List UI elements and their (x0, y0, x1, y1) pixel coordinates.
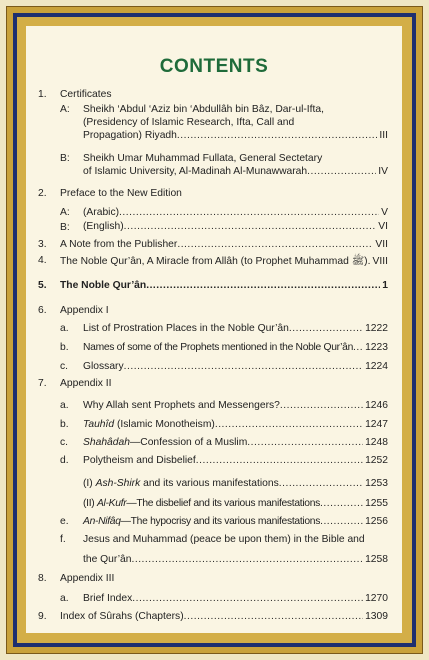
sub-letter: e. (60, 516, 69, 527)
entry-text (83, 516, 320, 527)
page-number: VI (378, 221, 388, 232)
sub-letter: c. (60, 361, 69, 372)
entry-text: of Islamic University, Al-Madinah Al-Munawwarah (83, 166, 308, 177)
entry-text-rest: —The disbelief and its various manifestations (126, 498, 321, 509)
entry-label: Appendix II (60, 378, 112, 389)
page-number: 1224 (365, 361, 388, 372)
page-number: 1248 (365, 437, 388, 448)
dot-leader (289, 323, 363, 334)
sub-letter: A: (60, 207, 70, 218)
page-number: 1255 (365, 498, 388, 509)
entry-label: Certificates (60, 89, 112, 100)
dot-leader (124, 221, 377, 232)
entry-text (83, 419, 215, 430)
entry-text: Sheikh ‘Abdul ‘Aziz bin ‘Abdullâh bin Bâz, Dar-ul-Ifta, (83, 104, 324, 115)
entry-text: the Qur’ân (83, 554, 132, 565)
toc-entry[interactable] (83, 166, 388, 177)
dot-leader (177, 239, 373, 250)
entry-text-rest: —Confession of a Muslim (129, 437, 248, 448)
page-number: IV (378, 166, 388, 177)
entry-text: Brief Index (83, 593, 133, 604)
italic-term: An-Nifâq (83, 516, 121, 527)
sub-letter: a. (60, 400, 69, 411)
sub-letter: b. (60, 342, 69, 353)
entry-text: (Presidency of Islamic Research, Ifta, Call and (83, 117, 295, 128)
sub-letter: c. (60, 437, 69, 448)
sub-letter: B: (60, 222, 70, 233)
entry-text: (Arabic) (83, 207, 120, 218)
entry-text: (English) (83, 221, 124, 232)
entry-text: Polytheism and Disbelief (83, 455, 196, 466)
page-number: 1 (382, 280, 388, 291)
entry-number: 1. (38, 89, 47, 100)
sub-letter: f. (60, 534, 66, 545)
entry-number: 9. (38, 611, 47, 622)
entry-text: Why Allah sent Prophets and Messengers? (83, 400, 280, 411)
page-number: 1258 (365, 554, 388, 565)
toc-entry[interactable] (83, 400, 388, 411)
entry-text: Names of some of the Prophets mentioned in the Noble Qur’ân (83, 342, 354, 353)
toc-entry[interactable] (83, 498, 388, 509)
entry-text: The Noble Qur’ân, A Miracle from Allâh (to Prophet Muhammad ﷺ) (60, 256, 368, 267)
toc-entry[interactable] (83, 478, 388, 489)
dot-leader (196, 455, 363, 466)
page-number: 1223 (365, 342, 388, 353)
italic-term: Tauhîd (83, 419, 115, 430)
dot-leader (184, 611, 363, 622)
sub-letter: a. (60, 323, 69, 334)
page-title: CONTENTS (159, 56, 269, 77)
dot-leader (215, 419, 363, 430)
toc-entry[interactable] (83, 221, 388, 232)
page-number: 1270 (365, 593, 388, 604)
entry-number: 6. (38, 305, 47, 316)
toc-entry[interactable] (83, 342, 388, 353)
toc-entry[interactable] (83, 437, 388, 448)
entry-label: Preface to the New Edition (60, 188, 182, 199)
page-number: 1246 (365, 400, 388, 411)
page-number: 1309 (365, 611, 388, 622)
entry-text: Glossary (83, 361, 124, 372)
sub-letter: a. (60, 593, 69, 604)
entry-number: 2. (38, 188, 47, 199)
page-number: 1256 (365, 516, 388, 527)
sub-letter: B: (60, 153, 70, 164)
entry-text (83, 498, 320, 509)
entry-text: List of Prostration Places in the Noble Qur’ân (83, 323, 289, 334)
entry-number: 5. (38, 280, 47, 291)
dot-leader (124, 361, 363, 372)
page-number: V (381, 207, 388, 218)
contents-page (26, 26, 402, 633)
dot-leader (177, 130, 378, 141)
dot-leader (131, 554, 363, 565)
page-number: 1252 (365, 455, 388, 466)
sub-letter: d. (60, 455, 69, 466)
italic-term: Ash-Shirk (95, 478, 141, 489)
entry-label: Appendix I (60, 305, 109, 316)
toc-entry[interactable] (60, 280, 388, 291)
toc-entry[interactable] (60, 239, 388, 250)
toc-entry[interactable] (60, 255, 388, 270)
sub-letter: b. (60, 419, 69, 430)
entry-label: Appendix III (60, 573, 115, 584)
dot-leader (320, 516, 363, 527)
page-number: 1253 (365, 478, 388, 489)
page-number: 1222 (365, 323, 388, 334)
sub-letter: A: (60, 104, 70, 115)
entry-text (83, 478, 279, 489)
toc-entry[interactable] (83, 323, 388, 334)
toc-entry[interactable] (83, 554, 388, 565)
toc-entry[interactable] (83, 419, 388, 430)
italic-term: Shahâdah (83, 437, 130, 448)
toc-entry[interactable] (83, 130, 388, 141)
sub-numeral: (I) (83, 478, 96, 489)
toc-entry[interactable] (83, 207, 388, 218)
dot-leader (307, 166, 376, 177)
entry-text-rest: —The hypocrisy and its various manifestations (120, 516, 321, 527)
page-number: 1247 (365, 419, 388, 430)
dot-leader (247, 437, 363, 448)
entry-text: Index of Sûrahs (Chapters) (60, 611, 184, 622)
entry-text: Propagation) Riyadh (83, 130, 177, 141)
toc-entry[interactable] (60, 611, 388, 622)
sub-numeral: (II) (83, 498, 97, 509)
entry-text (83, 437, 247, 448)
toc-entry[interactable] (83, 593, 388, 604)
entry-text: A Note from the Publisher (60, 239, 178, 250)
toc-entry[interactable] (83, 455, 388, 466)
toc-entry[interactable] (83, 361, 388, 372)
entry-number: 7. (38, 378, 47, 389)
entry-number: 8. (38, 573, 47, 584)
page-number: VII (375, 239, 388, 250)
dot-leader (353, 342, 363, 353)
entry-number: 3. (38, 239, 47, 250)
dot-leader (320, 498, 363, 509)
entry-text: The Noble Qur’ân (60, 280, 147, 291)
entry-text-rest: (Islamic Monotheism) (114, 419, 215, 430)
italic-term: Al-Kufr (96, 498, 127, 509)
entry-text-rest: and its various manifestations (140, 478, 279, 489)
dot-leader (119, 207, 379, 218)
dot-leader (132, 593, 363, 604)
dot-leader (280, 400, 363, 411)
toc-entry[interactable] (83, 516, 388, 527)
page-number: III (379, 130, 388, 141)
page-number: VIII (372, 256, 388, 267)
entry-text: Sheikh Umar Muhammad Fullata, General Sectetary (83, 153, 323, 164)
entry-text: Jesus and Muhammad (peace be upon them) in the Bible and (83, 534, 365, 545)
entry-number: 4. (38, 255, 47, 266)
dot-leader (279, 478, 363, 489)
dot-leader (146, 280, 380, 291)
